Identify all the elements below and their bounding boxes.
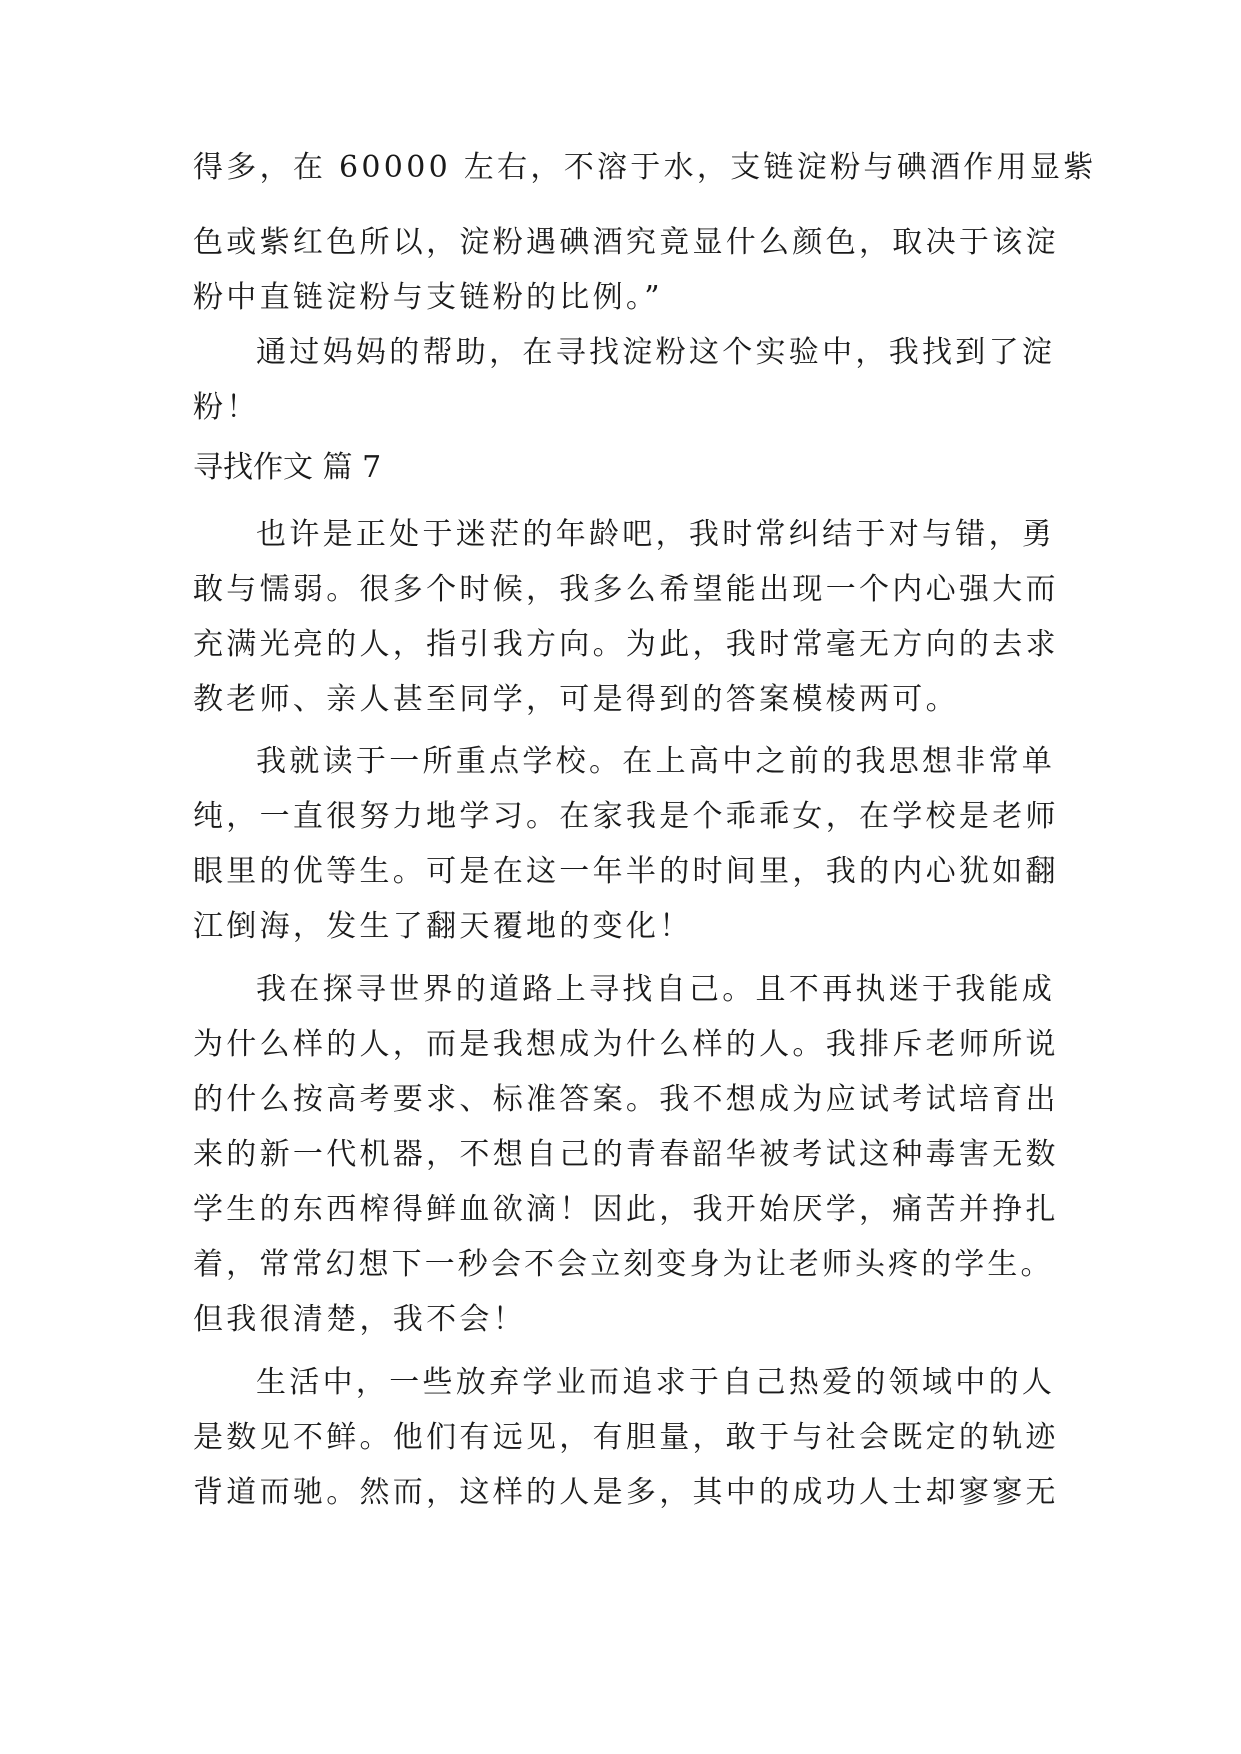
text-line: 充满光亮的人，指引我方向。为此，我时常毫无方向的去求 — [193, 627, 1059, 662]
text-line: 粉！ — [193, 390, 260, 425]
text-line: 色或紫红色所以，淀粉遇碘酒究竟显什么颜色，取决于该淀 — [193, 225, 1059, 260]
text-line: 得多，在 60000 左右，不溶于水，支链淀粉与碘酒作用显紫 — [193, 150, 1097, 185]
text-line: 眼里的优等生。可是在这一年半的时间里，我的内心犹如翻 — [193, 854, 1059, 889]
text-line: 粉中直链淀粉与支链粉的比例。” — [193, 280, 663, 315]
text-line: 着，常常幻想下一秒会不会立刻变身为让老师头疼的学生。 — [193, 1247, 1054, 1282]
paragraph-first-line: 我在探寻世界的道路上寻找自己。且不再执迷于我能成 — [256, 972, 1056, 1007]
paragraph-first-line: 我就读于一所重点学校。在上高中之前的我思想非常单 — [256, 744, 1056, 779]
paragraph-first-line: 通过妈妈的帮助，在寻找淀粉这个实验中，我找到了淀 — [256, 335, 1056, 370]
text-line: 的什么按高考要求、标准答案。我不想成为应试考试培育出 — [193, 1082, 1059, 1117]
text-line: 但我很清楚，我不会！ — [193, 1302, 526, 1337]
paragraph-first-line: 生活中，一些放弃学业而追求于自己热爱的领域中的人 — [256, 1365, 1056, 1400]
text-line: 背道而驰。然而，这样的人是多，其中的成功人士却寥寥无 — [193, 1475, 1059, 1510]
text-line: 敢与懦弱。很多个时候，我多么希望能出现一个内心强大而 — [193, 572, 1059, 607]
text-line: 是数见不鲜。他们有远见，有胆量，敢于与社会既定的轨迹 — [193, 1420, 1059, 1455]
text-line: 纯，一直很努力地学习。在家我是个乖乖女，在学校是老师 — [193, 799, 1059, 834]
section-heading: 寻找作文 篇 7 — [193, 450, 382, 485]
paragraph-first-line: 也许是正处于迷茫的年龄吧，我时常纠结于对与错，勇 — [256, 517, 1056, 552]
text-line: 为什么样的人，而是我想成为什么样的人。我排斥老师所说 — [193, 1027, 1059, 1062]
text-line: 教老师、亲人甚至同学，可是得到的答案模棱两可。 — [193, 682, 959, 717]
text-line: 来的新一代机器，不想自己的青春韶华被考试这种毒害无数 — [193, 1137, 1059, 1172]
text-line: 江倒海，发生了翻天覆地的变化！ — [193, 909, 693, 944]
text-line: 学生的东西榨得鲜血欲滴！因此，我开始厌学，痛苦并挣扎 — [193, 1192, 1059, 1227]
